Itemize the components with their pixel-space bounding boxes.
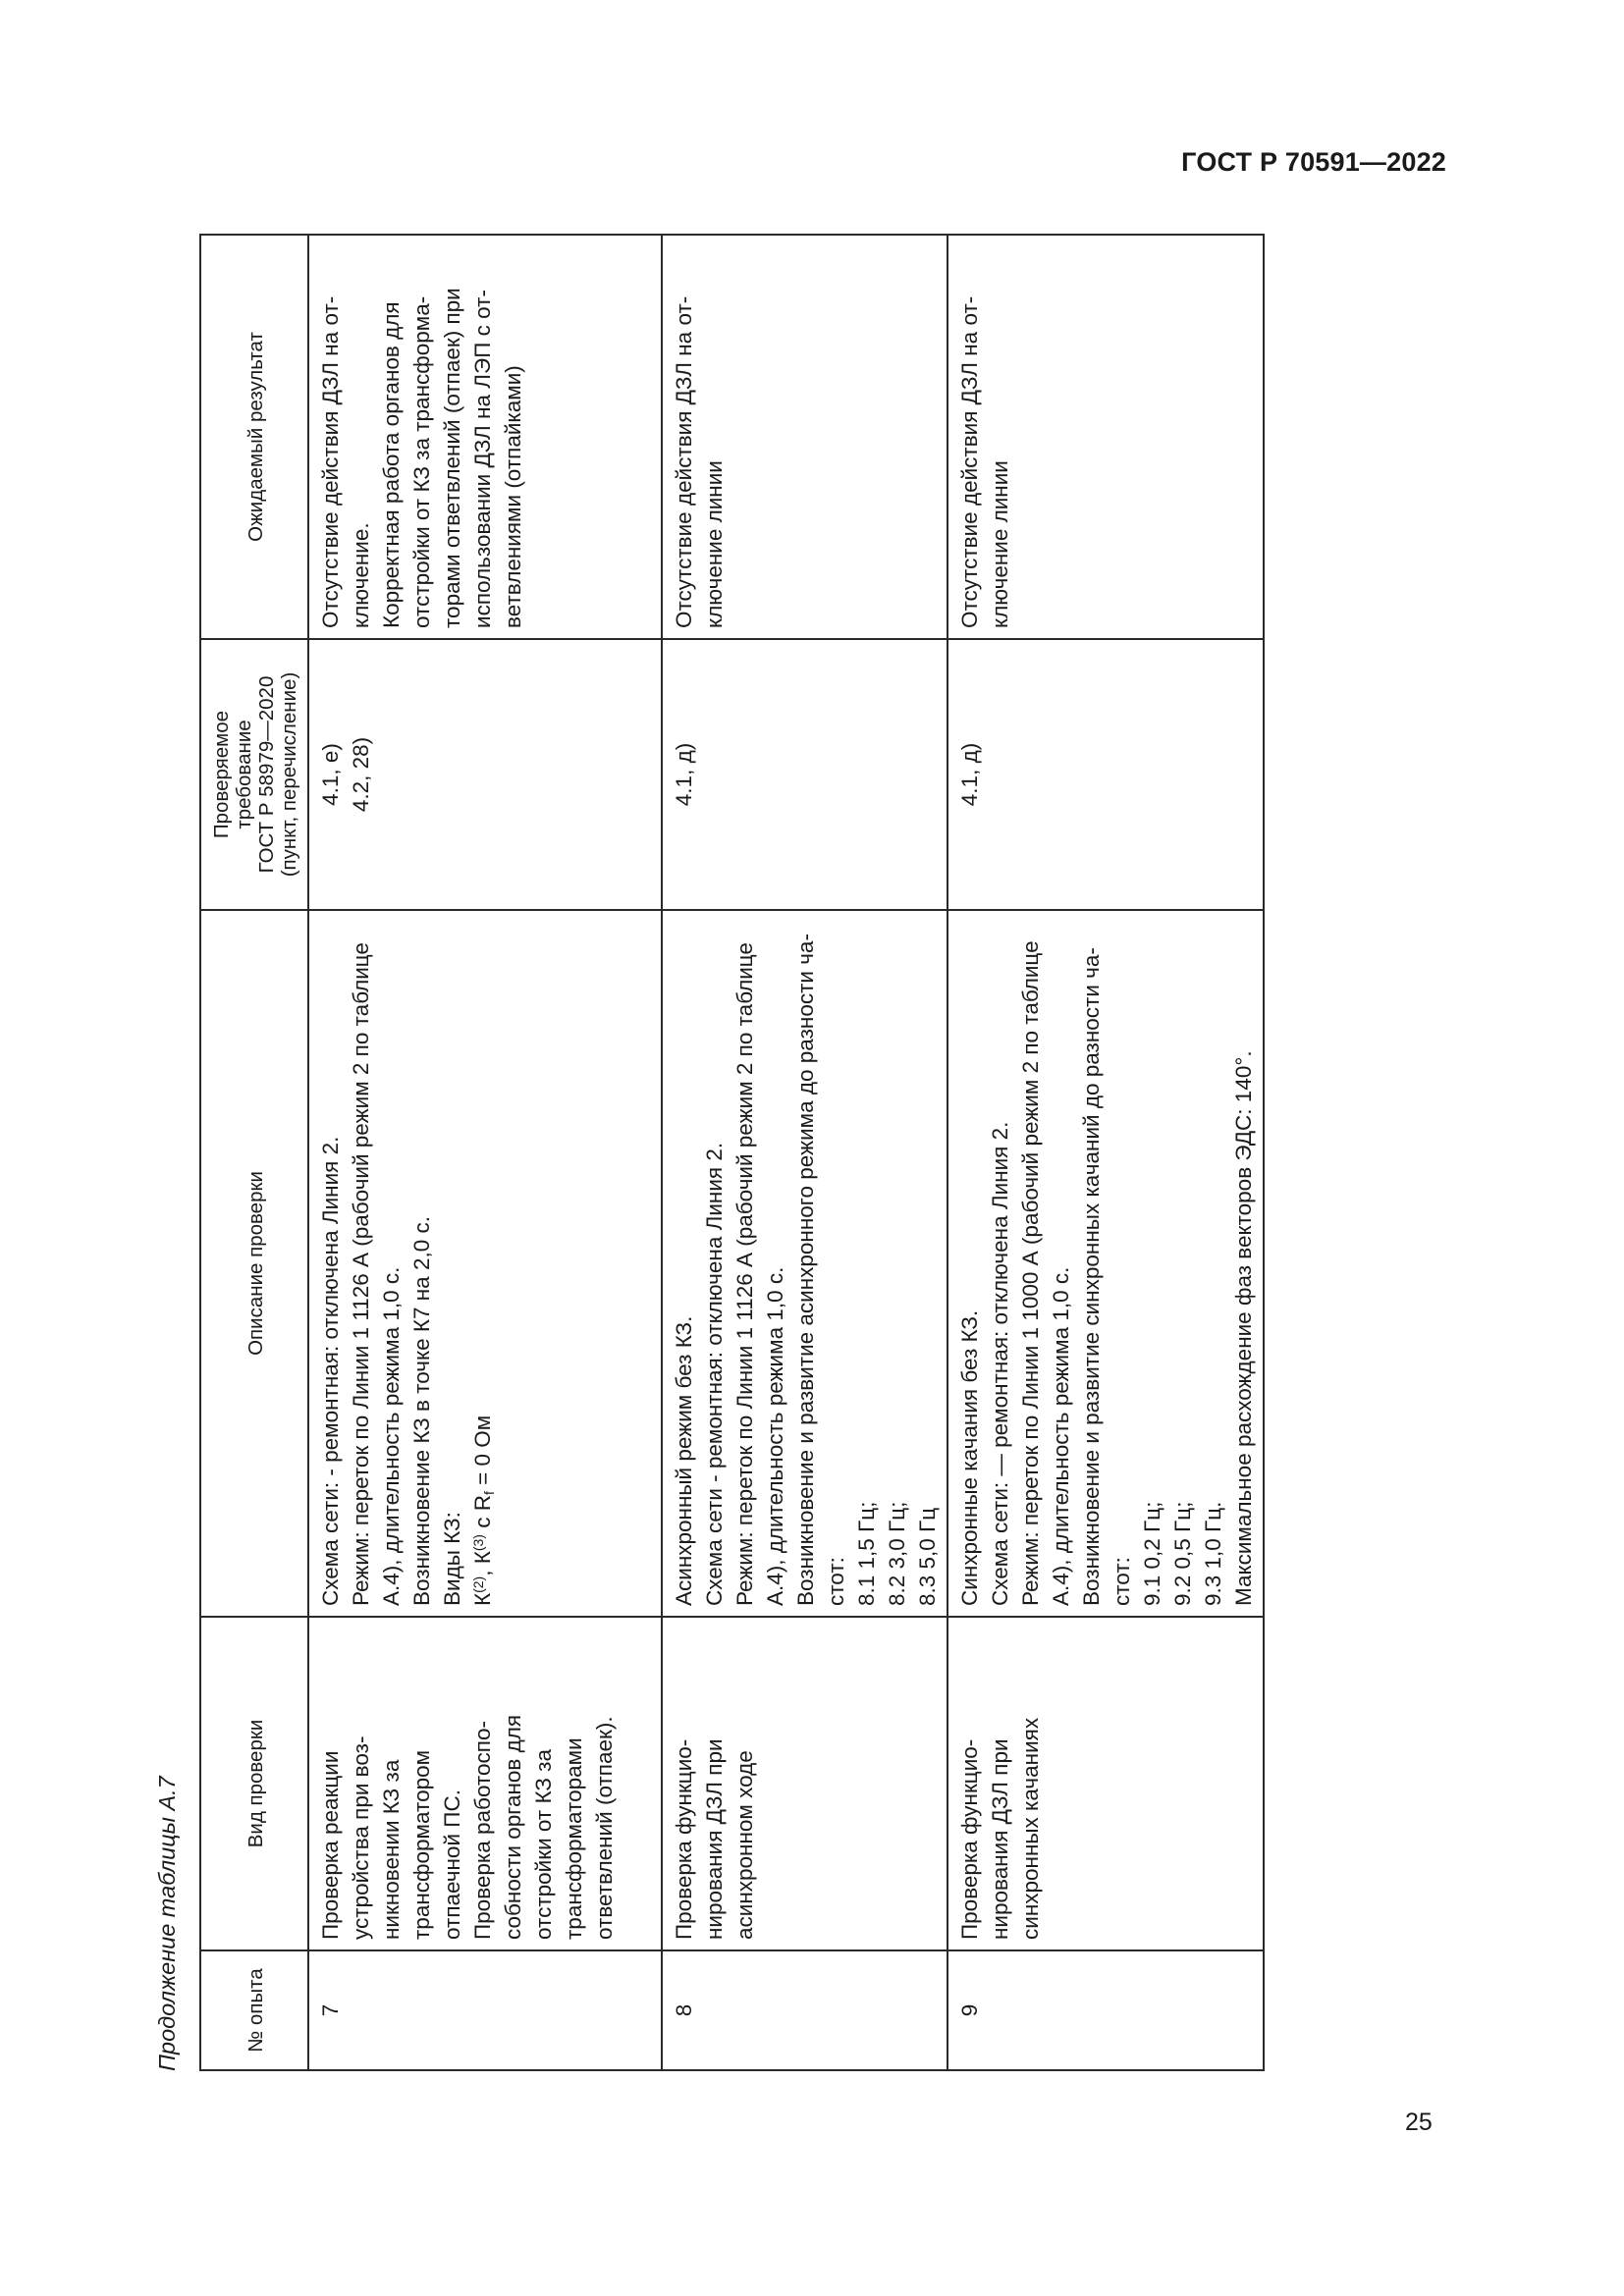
result-line: Отсутствие действия ДЗЛ на от- (672, 295, 696, 628)
formula-mid: с R (470, 1495, 495, 1535)
requirement-line: 4.2, 28) (349, 736, 373, 813)
result-line: отстройки от КЗ за трансформа- (409, 295, 434, 628)
description-line: Возникновение и развитие синхронных качаний до разности ча- (1079, 947, 1104, 1606)
row-result (662, 235, 947, 639)
kind-line: Проверка реакции (318, 1750, 343, 1940)
result-line: Отсутствие действия ДЗЛ на от- (318, 295, 343, 628)
header-kind: Вид проверки (200, 1617, 308, 1950)
kind-line: собности органов для (501, 1714, 525, 1940)
description-line: Максимальное расхождение фаз векторов ЭДС: 140°. (1231, 1050, 1256, 1606)
row-description (662, 910, 947, 1617)
result-line: Корректная работа органов для (379, 301, 404, 628)
description-line: 8.3 5,0 Гц (915, 1507, 940, 1606)
requirement-line: 4.1, д) (957, 742, 982, 807)
kind-line: трансформаторами (562, 1737, 586, 1940)
requirement-line: 4.1, д) (672, 742, 696, 807)
description-line: Синхронные качания без КЗ. (957, 1309, 982, 1606)
kind-line: ответвлений (отпаек). (592, 1716, 617, 1940)
result-line: ключение линии (988, 460, 1012, 628)
description-line: А.4), длительность режима 1,0 с. (1049, 1266, 1073, 1606)
kind-line: отпаечной ПС. (440, 1789, 464, 1940)
description-line: 9.1 0,2 Гц; (1140, 1501, 1164, 1606)
description-line: Режим: переток по Линии 1 1000 А (рабочий режим 2 по таблице (1018, 940, 1043, 1606)
document-standard-header: ГОСТ Р 70591—2022 (1181, 147, 1446, 177)
row-description (947, 910, 1264, 1617)
header-requirement-line: (пункт, перечисление) (278, 671, 300, 878)
formula-sup-3: (3) (470, 1534, 486, 1552)
rotated-content (154, 236, 1256, 2071)
description-line: А.4), длительность режима 1,0 с. (763, 1266, 787, 1606)
formula-sub-f: f (481, 1491, 497, 1496)
test-table (199, 234, 1265, 2071)
result-line: Отсутствие действия ДЗЛ на от- (957, 295, 982, 628)
result-line: ключение. (349, 522, 373, 628)
header-requirement-line: требование (233, 720, 255, 829)
kind-line: синхронных качаниях (1018, 1717, 1043, 1940)
description-line: Режим: переток по Линии 1 1126 А (рабочий режим 2 по таблице (732, 942, 757, 1606)
description-line: Возникновение и развитие асинхронного режима до разности ча- (793, 934, 818, 1606)
rotated-page-region (154, 236, 1256, 2071)
header-description: Описание проверки (200, 910, 308, 1617)
row-num: 8 (662, 1950, 947, 2070)
row-requirement (308, 639, 662, 910)
page-number: 25 (1405, 2109, 1433, 2136)
table-header-row (200, 235, 308, 2070)
description-line: Виды КЗ: (440, 1512, 464, 1606)
requirement-line: 4.1, е) (318, 743, 343, 806)
header-requirement-line: ГОСТ Р 58979—2020 (255, 675, 278, 874)
description-line: 8.1 1,5 Гц; (854, 1501, 879, 1606)
row-description (308, 910, 662, 1617)
description-line: Режим: переток по Линии 1 1126 А (рабочий режим 2 по таблице (349, 942, 373, 1606)
kind-line: никновении КЗ за (379, 1759, 404, 1940)
row-result (947, 235, 1264, 639)
description-line: 8.2 3,0 Гц; (885, 1501, 909, 1606)
description-line: Схема сети: — ремонтная: отключена Линия 2. (988, 1121, 1012, 1606)
formula-tail: = 0 Ом (470, 1415, 495, 1492)
row-num: 9 (947, 1950, 1264, 2070)
kind-line: асинхронном ходе (732, 1750, 757, 1940)
header-requirement-line: Проверяемое (210, 710, 233, 839)
fault-types-formula (467, 921, 498, 1606)
kind-line: Проверка работоспо- (470, 1721, 495, 1940)
table-row (308, 235, 662, 2070)
formula-sup-2: (2) (470, 1575, 486, 1593)
description-line: стот: (824, 1557, 848, 1606)
row-kind (662, 1617, 947, 1950)
table-caption: Продолжение таблицы А.7 (154, 1776, 180, 2071)
kind-line: Проверка функцио- (672, 1738, 696, 1940)
formula-sep: , К (470, 1551, 495, 1576)
kind-line: отстройки от КЗ за (531, 1749, 556, 1940)
table-row (947, 235, 1264, 2070)
row-result (308, 235, 662, 639)
description-line: 9.3 1,0 Гц. (1201, 1501, 1225, 1606)
kind-line: Проверка функцио- (957, 1738, 982, 1940)
kind-line: нирования ДЗЛ при (702, 1738, 727, 1940)
description-line: Асинхронный режим без КЗ. (672, 1315, 696, 1606)
kind-line: трансформатором (409, 1749, 434, 1940)
description-line: Возникновение КЗ в точке К7 на 2,0 с. (409, 1216, 434, 1606)
formula-k: К (470, 1592, 495, 1606)
row-requirement (947, 639, 1264, 910)
table-row (662, 235, 947, 2070)
header-result: Ожидаемый результат (200, 235, 308, 639)
result-line: использовании ДЗЛ на ЛЭП с от- (470, 290, 495, 628)
result-line: ключение линии (702, 460, 727, 628)
description-line: А.4), длительность режима 1,0 с. (379, 1266, 404, 1606)
header-num: № опыта (200, 1950, 308, 2070)
row-requirement (662, 639, 947, 910)
header-requirement (200, 639, 308, 910)
description-line: Схема сети: - ремонтная: отключена Линия 2. (318, 1136, 343, 1606)
row-kind (947, 1617, 1264, 1950)
row-kind (308, 1617, 662, 1950)
kind-line: устройства при воз- (349, 1735, 373, 1940)
description-line: стот: (1110, 1557, 1134, 1606)
description-line: Схема сети - ремонтная: отключена Линия 2. (702, 1142, 727, 1606)
kind-line: нирования ДЗЛ при (988, 1738, 1012, 1940)
description-line: 9.2 0,5 Гц; (1170, 1501, 1195, 1606)
result-line: торами ответвлений (отпаек) при (440, 288, 464, 628)
row-num: 7 (308, 1950, 662, 2070)
result-line: ветвлениями (отпайками) (501, 365, 525, 628)
